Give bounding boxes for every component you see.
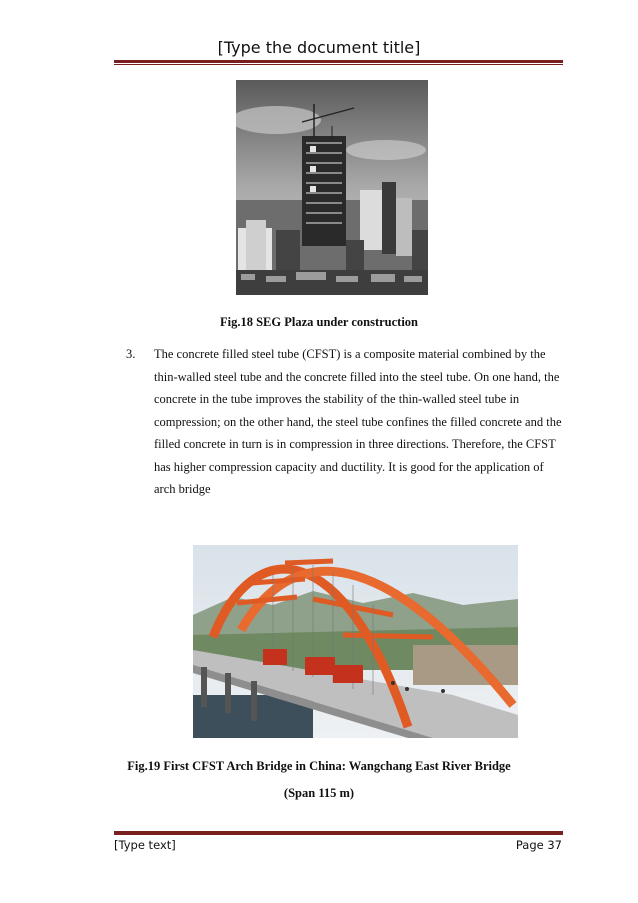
fig18-caption: Fig.18 SEG Plaza under construction xyxy=(219,315,419,329)
fig19-caption-line1: Fig.19 First CFST Arch Bridge in China: Wangchang East River Bridge xyxy=(127,759,511,773)
footer-left-text: [Type text] xyxy=(114,838,176,852)
document-title: [Type the document title] xyxy=(217,38,421,57)
seg-plaza-photo xyxy=(236,80,428,295)
list-item xyxy=(126,343,566,501)
header-rule xyxy=(114,60,563,65)
list-item-text: The concrete filled steel tube (CFST) is a composite material combined by the thin-walled steel tube and the concrete filled into the steel tube. On one hand, the concrete in the tube improves the stability of the thin-walled steel tube in compression; on the other hand, the steel tube confines the filled concrete and the filled concrete in turn is in compression in three directions. Therefore, the CFST has higher compression capacity and ductility. It is good for the application of arch bridge xyxy=(154,347,562,496)
footer-rule xyxy=(114,830,563,835)
list-item-number: 3. xyxy=(126,347,136,361)
arch-bridge-photo xyxy=(193,545,518,738)
fig19-caption-line2: (Span 115 m) xyxy=(283,786,355,800)
page-number: Page 37 xyxy=(515,838,562,852)
